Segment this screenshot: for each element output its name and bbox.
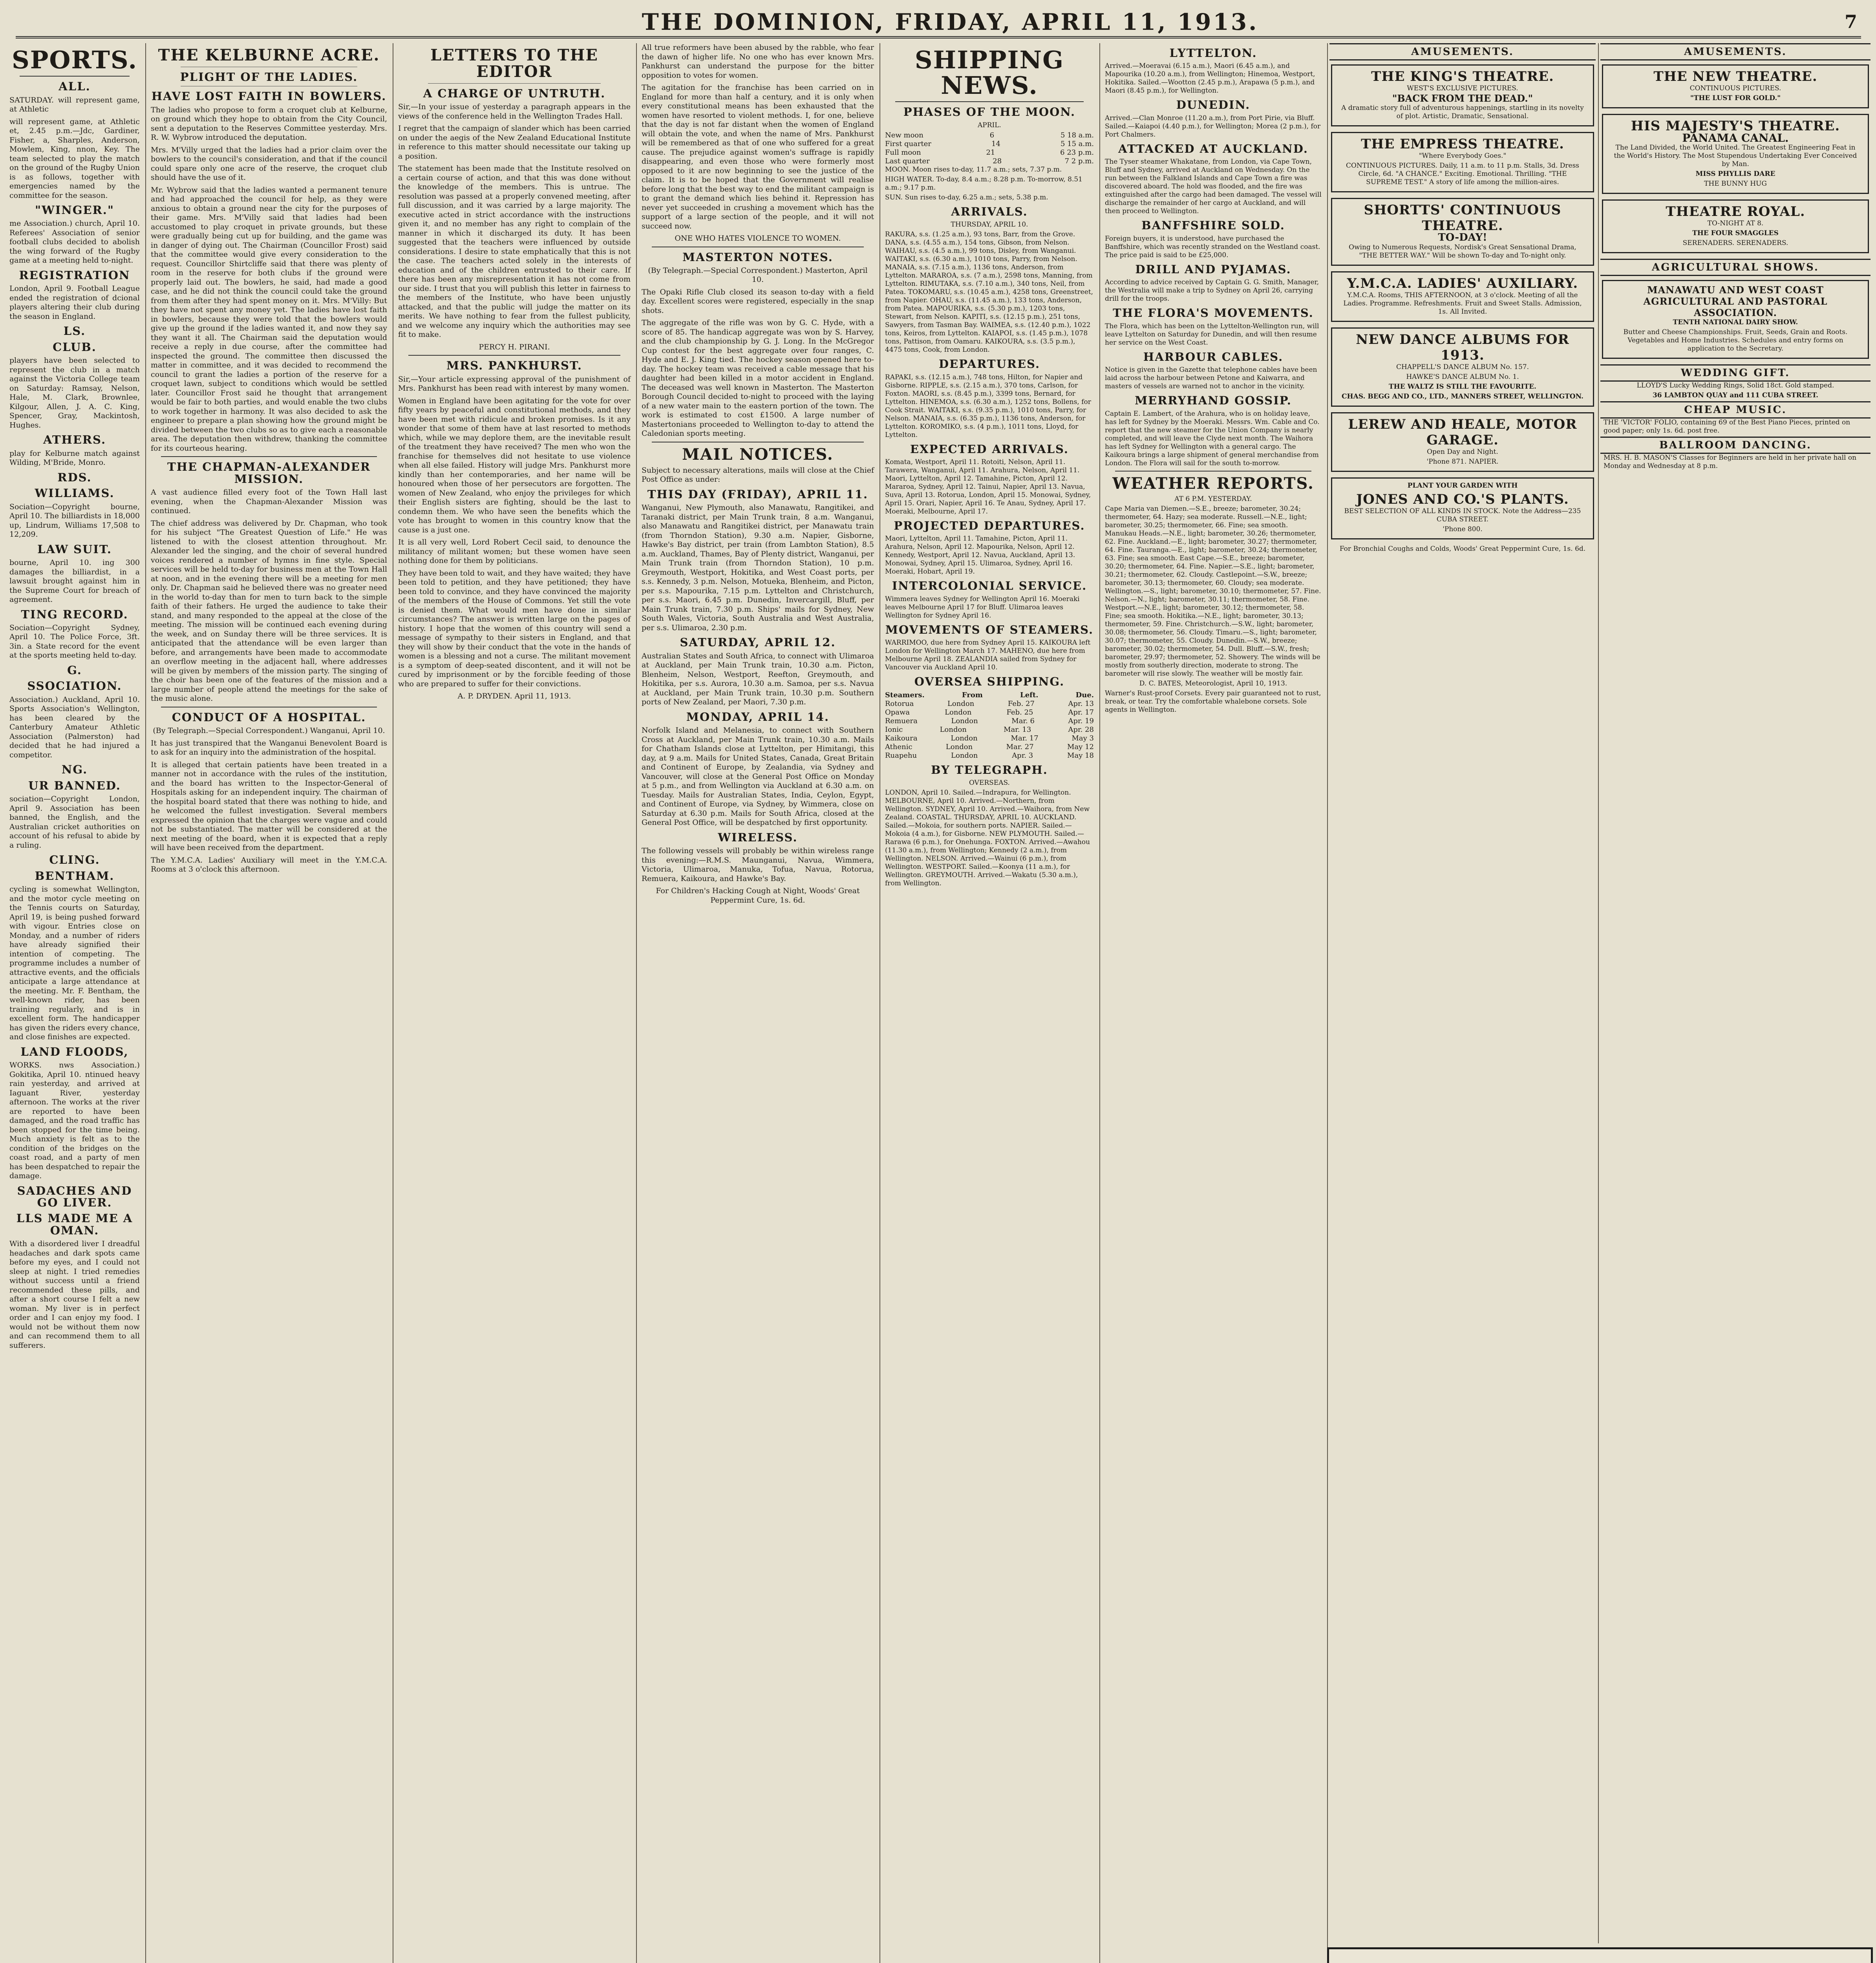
sports-subhead: G. [67, 663, 82, 677]
jones-ad [1331, 477, 1594, 539]
kings-theatre-ad [1331, 64, 1594, 126]
masterton-filler: The aggregate of the rifle was won by G. C. Hyde, with a score of 85. The handicap aggregate was won by S. Harvey, and the club championship by G. J. Long. In the McGregor Cup contest for the best aggregate over four ranges, C. Hyde and E. J. King tied. The hockey season opened here to-day. The hockey team was received a cable message that his daughter had been killed in a motor accident in England. The deceased was well known in Masterton. The Masterton Borough Council decided to-night to proceed with the laying of a new water main to the eastern portion of the town. The work is estimated to cost £1500. A large number of Mastertonians proceeded to Wellington to-day to attend the Caledonian sports meeting. [642, 318, 874, 438]
sports-subhead: REGISTRATION [19, 268, 130, 282]
fifteen-penny-library-ad [1327, 1947, 1873, 1963]
dunedin-filler: Arrived.—Clan Monroe (11.20 a.m.), from Port Pirie, via Bluff. Sailed.—Kaiapoi (4.40 p.m.), for Wellington; Morea (2 p.m.), for Port Chalmers. [1105, 114, 1321, 139]
sun-line: SUN. Sun rises to-day, 6.25 a.m.; sets, 5.38 p.m. [885, 193, 1048, 201]
letters-heading: LETTERS TO THE EDITOR [430, 46, 598, 81]
sports-filler: play for Kelburne match against Wilding, M'Bride, Monro. [9, 449, 140, 467]
lyttelton-heading: LYTTELTON. [1169, 46, 1257, 60]
mail-filler: Norfolk Island and Melanesia, to connect with Southern Cross at Auckland, per Main Trunk train, 10.30 a.m. Mails for Chatham Islands close at Lyttelton, per Himitangi, this day, at 9 a.m. Mails for United States, Canada, Great Britain and Continent of Europe, by Zealandia, via Sydney and Vancouver, will close at the General Post Office on Monday at 5 p.m., and from Wellington via Auckland at 6.30 a.m. on Tuesday. Mails for Australian States, India, Ceylon, Egypt, and Continent of Europe, via Sydney, by Wimmera, close on Saturday at 6.30 p.m. Mails for South Africa, closed at the General Post Office, will be despatched by first opportunity. [642, 726, 874, 827]
phyllis-title: MISS PHYLLIS DARE [1695, 170, 1775, 178]
pankhurst-signature: A. P. DRYDEN. April 11, 1913. [457, 692, 571, 701]
arrivals-date: THURSDAY, APRIL 10. [951, 221, 1028, 229]
new-theatre-ad [1602, 64, 1869, 108]
peppermint-ad: For Children's Hacking Cough at Night, Woods' Great Peppermint Cure, 1s. 6d. [656, 886, 860, 905]
his-majestys-title: HIS MAJESTY'S THEATRE. [1631, 118, 1840, 134]
wireless-filler: The following vessels will probably be within wireless range this evening:—R.M.S. Maunganui, Navua, Wimmera, Victoria, Ulimaroa, Manuka, Tofua, Navua, Rotorua, Remuera, Kaikoura, and Hawke's Bay. [642, 846, 874, 883]
shortts-filler: Owing to Numerous Requests, Nordisk's Great Sensational Drama, "THE BETTER WAY." Will be shown To-day and To-night only. [1349, 243, 1576, 260]
continued-paragraph: All true reformers have been abused by the rabble, who fear the dawn of higher life. No one who has ever known Mrs. Pankhurst can understand the purpose for the bitter opposition to votes for women. [642, 43, 874, 80]
sports-filler: Association.) Auckland, April 10. Sports Association's Wellington, has been cleared by the Canterbury Amateur Athletic Association (Palmerston) had decided that he had injured a competitor. [9, 695, 140, 759]
lyttelton-filler: Arrived.—Moeravai (6.15 a.m.), Maori (6.45 a.m.), and Mapourika (10.20 a.m.), from Wellington; Hinemoa, Westport, Hokitika. Sailed.—Wootton (2.45 p.m.), Arapawa (5 p.m.), and Maori (8.45 p.m.), for Wellington. [1105, 62, 1315, 95]
chapman-paragraph: A vast audience filled every foot of the Town Hall last evening, when the Chapman-Alexander Mission was continued. [151, 488, 387, 515]
sports-subhead: UR BANNED. [28, 779, 121, 792]
kings-sub: WEST'S EXCLUSIVE PICTURES. [1407, 84, 1518, 92]
bunny-hug: THE BUNNY HUG [1704, 180, 1767, 188]
weather-filler: Cape Maria van Diemen.—S.E., breeze; barometer, 30.24; thermometer, 64. Hazy; sea moderate. Russell.—N.E., light; barometer, 30.25; thermometer, 66. Fine; sea smooth. Manukau Heads.—N.E., light; barometer, 30.26; thermometer, 62. Fine. Auckland.—E., light; barometer, 30.27; thermometer, 64. Fine. Tauranga.—E., light; barometer, 30.24; thermometer, 63. Fine; sea smooth. East Cape.—S.E., breeze; barometer, 30.20; thermometer, 64. Fine. Napier.—S.E., light; barometer, 30.21; thermometer, 62. Cloudy. Castlepoint.—S.W., breeze; barometer, 30.13; thermometer, 60. Cloudy; sea moderate. Wellington.—S., light; barometer, 30.10; thermometer, 57. Fine. Nelson.—N., light; barometer, 30.11; thermometer, 58. Fine. Westport.—N.E., light; barometer, 30.12; thermometer, 58. Fine; sea smooth. Hokitika.—N.E., light; barometer, 30.13; thermometer, 59. Fine. Christchurch.—S.W., light; barometer, 30.08; thermometer, 56. Cloudy. Timaru.—S., light; barometer, 30.07; thermometer, 55. Cloudy. Dunedin.—S.W., breeze; barometer, 30.02; thermometer, 54. Dull. Bluff.—S.W., fresh; barometer, 29.97; thermometer, 52. Showery. The winds will be mostly from southerly direction, moderate to strong. The barometer will rise slowly. The weather will be mostly fair. [1105, 504, 1321, 678]
wedding-strip: WEDDING GIFT. [1600, 364, 1871, 382]
oversea-row: Athenic London Mar. 27 May 12 [885, 742, 1094, 751]
sports-filler: will represent game, at Athletic et, 2.45 p.m.—Jdc, Gardiner, Fisher, a, Sharples, Anderson, Mowlem, King, nnon, Key. The team selected to play the match on the ground of the Rugby Union is as follows, together with emergencies named by the committee for the season. [9, 117, 140, 200]
column-amusements-2 [1598, 43, 1873, 1943]
sports-subhead: RDS. [57, 470, 92, 484]
cheap-music-body: THE 'VICTOR' FOLIO, containing 69 of the Best Piano Pieces, printed on good paper; only 1s. 6d. post free. [1604, 419, 1850, 435]
shortts-ad [1331, 198, 1594, 266]
mail-heading: MAIL NOTICES. [682, 445, 834, 464]
kelburne-filler: Mr. Wybrow said that the ladies wanted a permanent tenure and had approached the council for help, as they were anxious to obtain a ground near the city for the purposes of their game. Mrs. M'Villy said that ladies had been accustomed to play croquet in private grounds, but these were gradually being cut up for building, and the game was in danger of dying out. The Chairman (Councillor Frost) said that the committee would give every consideration to the request. Councillor Shirtcliffe said that there was plenty of room in the reserve for both clubs if the ground were properly laid out. The bowlers, he said, had made a good case, and he did not think the council could take the ground from them after they had spent money on it. Mrs. M'Villy: But they have not spent any money yet. The ladies have lost faith in bowlers, because they were told that the bowlers would give up the ground if the ladies wanted it, and now they say they want it all. The Chairman said the deputation would receive a reply in due course, after the committee had inspected the ground. The committee then discussed the matter in committee, and it was decided to recommend the council to grant the ladies a portion of the reserve for a croquet lawn, subject to conditions which would be settled later. Councillor Frost said he thought that arrangement would be fair to both parties, and would enable the two clubs to work together in harmony. It was also decided to ask the engineer to prepare a plan showing how the ground might be divided between the two clubs so as to give each a reasonable area. The deputation then withdrew, thanking the committee for its courteous hearing. [151, 185, 387, 453]
woods-ad: For Bronchial Coughs and Colds, Woods' Great Peppermint Cure, 1s. 6d. [1339, 545, 1586, 553]
high-water-line: HIGH WATER. To-day, 8.4 a.m.; 8.28 p.m. To-morrow, 8.51 a.m.; 9.17 p.m. [885, 175, 1082, 192]
jones-address: BEST SELECTION OF ALL KINDS IN STOCK. Note the Address—235 CUBA STREET. [1344, 507, 1581, 523]
masthead [16, 9, 1861, 38]
banff-heading: BANFFSHIRE SOLD. [1141, 219, 1285, 232]
intercolonial-filler: Wimmera leaves Sydney for Wellington April 16. Moeraki leaves Melbourne April 17 for Bluff. Ulimaroa leaves Wellington for Sydney April 16. [885, 595, 1080, 620]
phase-row: First quarter 14 5 15 a.m. [885, 139, 1094, 148]
auckland-filler: The Tyser steamer Whakatane, from London, via Cape Town, Bluff and Sydney, arrived at Auckland on Wednesday. On the run between the Falkland Islands and Cape Town a fire was discovered aboard. The hold was flooded, and the fire was extinguished after the cargo had been damaged. The vessel will discharge the remainder of her cargo at Auckland, and will then proceed to Wellington. [1105, 158, 1322, 216]
pankhurst-filler: They have been told to wait, and they have waited; they have been told to petition, and they have petitioned; they have been told to convince, and they have convinced the majority of the members of the House of Commons. Yet still the vote is denied them. What would men have done in similar circumstances? The answer is written large on the pages of history. I hope that the women of this country will send a message of sympathy to their sisters in England, and that they will show by their conduct that the vote in the hands of women is a blessing and not a curse. The militant movement is a symptom of deep-seated discontent, and it will not be cured by imprisonment or by the forcible feeding of those who are prepared to suffer for their convictions. [398, 568, 631, 688]
amusements-strip: AMUSEMENTS. [1329, 43, 1596, 60]
moon-line: MOON. Moon rises to-day, 11.7 a.m.; sets, 7.37 p.m. [885, 165, 1062, 174]
sports-filler: London, April 9. Football League ended the registration of dcional players altering their club during the season in England. [9, 284, 140, 321]
oversea-header-row: Steamers. From Left. Due. [885, 691, 1094, 699]
sports-subhead: "WINGER." [35, 203, 114, 217]
ymca-title: Y.M.C.A. LADIES' AUXILIARY. [1347, 276, 1578, 291]
kings-title: THE KING'S THEATRE. [1371, 69, 1554, 84]
column-weather [1099, 43, 1328, 1963]
wedding-address: 36 LAMBTON QUAY and 111 CUBA STREET. [1652, 391, 1819, 399]
waltz-title: THE WALTZ IS STILL THE FAVOURITE. [1389, 383, 1536, 391]
masthead-title: THE DOMINION, FRIDAY, APRIL 11, 1913. [642, 9, 1259, 35]
pankhurst-paragraph: It is all very well, Lord Robert Cecil said, to denounce the militancy of militant women; but these women have seen nothing done for them by politicians. [398, 538, 631, 565]
manawatu-title: MANAWATU AND WEST COAST AGRICULTURAL AND PASTORAL ASSOCIATION. [1643, 284, 1828, 318]
column-kelburne [145, 43, 393, 1963]
ymca-note: The Y.M.C.A. Ladies' Auxiliary will meet in the Y.M.C.A. Rooms at 3 o'clock this afternoon. [151, 855, 387, 874]
new-theatre-show: "THE LUST FOR GOLD." [1690, 94, 1781, 102]
chapman-filler: The chief address was delivered by Dr. Chapman, who took for his subject "The Greatest Question of Life." He was listened to with the closest attention throughout. Mr. Alexander led the singing, and the choir of several hundred voices rendered a number of hymns in fine style. Special services will be held to-day for business men at the Town Hall at noon, and in the evening there will be a meeting for men only. Dr. Chapman said he believed there was no greater need in the world to-day than for men to turn back to the simple faith of their fathers. He urged the audience to take their stand, and many responded to the appeal at the close of the meeting. The mission will be continued each evening during the week, and on Sunday there will be three services. It is anticipated that the attendance will be even larger than before, and arrangements have been made to accommodate an overflow meeting in the adjacent hall, where addresses will be given by members of the mission party. The singing of the choir has been one of the features of the mission and a large number of people attend the meetings for the sake of the music alone. [151, 519, 387, 703]
shortts-title: SHORTTS' CONTINUOUS THEATRE. [1364, 202, 1562, 234]
banff-filler: Foreign buyers, it is understood, have purchased the Banffshire, which was recently stranded on the Westland coast. The price paid is said to be £25,000. [1105, 234, 1320, 259]
lerew-sub: Open Day and Night. [1427, 448, 1498, 456]
kelburne-subheading: PLIGHT OF THE LADIES. [180, 70, 358, 84]
column-sports [4, 43, 146, 1963]
begg-address: CHAS. BEGG AND CO., LTD., MANNERS STREET, WELLINGTON. [1342, 393, 1583, 400]
ymca-ad [1331, 271, 1594, 322]
mail-filler: Wanganui, New Plymouth, also Manawatu, Rangitikei, and Taranaki district, per Main Trunk train, 8 a.m. Wanganui, also Manawatu and Rangitikei district, per Manawatu train (from Thorndon Station), 9.30 a.m. Napier, Gisborne, Hawke's Bay district, per train (from Lambton Station), 8.5 a.m. Auckland, Thames, Bay of Plenty district, Wanganui, per Main Trunk train (from Thorndon Station), 10 p.m. Greymouth, Westport, Hokitika, and West Coast ports, per s.s. Kennedy, 3 p.m. Nelson, Motueka, Blenheim, and Picton, per s.s. Mapourika, 7.15 p.m. Lyttelton and Christchurch, per s.s. Maori, 6.45 p.m. Dunedin, Invercargill, Bluff, per Main Trunk train, 7.30 p.m. Ships' mails for Sydney, New South Wales, Victoria, South Australia and West Australia, per s.s. Ulimaroa, 2.30 p.m. [642, 503, 874, 632]
wireless-heading: WIRELESS. [718, 830, 798, 844]
ballroom-strip: BALLROOM DANCING. [1600, 437, 1871, 454]
sports-filler: WORKS. nws Association.) Gokitika, April 10. ntinued heavy rain yesterday, and arrived at Iaguant River, yesterday afternoon. The works at the river are reported to have been damaged, and the road traffic has been stopped for the time being. Much anxiety is felt as to the condition of the bridges on the coast road, and a party of men has been despatched to repair the damage. [9, 1061, 140, 1181]
telegraph-heading: BY TELEGRAPH. [931, 763, 1048, 777]
sports-filler: cycling is somewhat Wellington, and the motor cycle meeting on the Tennis courts on Saturday, April 19, is being pushed forward with vigour. Entries close on Monday, and a number of riders have already signified their intention of competing. The programme includes a number of attractive events, and the officials anticipate a large attendance at the meeting. Mr. F. Bentham, the well-known rider, has been training regularly, and is in excellent form. The handicapper has given the riders every chance, and close finishes are expected. [9, 885, 140, 1042]
harbour-heading: HARBOUR CABLES. [1143, 350, 1284, 364]
mail-paragraph: Subject to necessary alterations, mails will close at the Chief Post Office as under: [642, 466, 874, 484]
mail-day: MONDAY, APRIL 14. [686, 710, 830, 724]
mail-filler: Australian States and South Africa, to connect with Ulimaroa at Auckland, per Main Trunk train, 10.30 a.m. Picton, Blenheim, Nelson, Westport, Reefton, Greymouth, and Hokitika, per s.s. Aurora, 10.30 a.m. Samoa, per s.s. Navua at Auckland, per Main Trunk train, 10.30 p.m. Southern ports of New Zealand, per Maori, 7.30 p.m. [642, 651, 874, 707]
sports-subhead: LAND FLOODS, [20, 1045, 129, 1058]
pankhurst-paragraph: Sir,—Your article expressing approval of the punishment of Mrs. Pankhurst has been read with interest by many women. [398, 375, 631, 393]
oversea-heading: OVERSEA SHIPPING. [914, 675, 1065, 689]
sports-subhead: LS. [63, 324, 86, 338]
letters-filler: The statement has been made that the Institute resolved on a certain course of action, and that this was done without the knowledge of the members. This is untrue. The resolution was passed at a properly convened meeting, after full discussion, and it was carried by a large majority. The executive acted in strict accordance with the instructions given it, and no member has any right to complain of the manner in which it discharged its duty. It has been suggested that the teachers were influenced by outside considerations. I desire to state emphatically that this is not the case. The teachers acted solely in the interests of education and of the children entrusted to their care. If there has been any misrepresentation it has not come from our side. I trust that you will publish this letter in fairness to the members of the Institute, who have been unjustly attacked, and that the public will judge the matter on its merits. We have nothing to fear from the fullest publicity, and we welcome any inquiry which the authorities may see fit to make. [398, 164, 631, 339]
sports-filler: Sociation—Copyright Sydney, April 10. The Police Force, 3ft. 3in. a State record for the event at the sports meeting held to-day. [9, 623, 140, 660]
masterton-paragraph: The Opaki Rifle Club closed its season to-day with a field day. Excellent scores were registered, especially in the snap shots. [642, 287, 874, 315]
phase-row: Last quarter 28 7 2 p.m. [885, 157, 1094, 165]
empress-ad [1331, 132, 1594, 192]
amusements-strip-2: AMUSEMENTS. [1600, 43, 1871, 60]
royal-sub: TO-NIGHT AT 8. [1707, 219, 1764, 227]
telegraph-filler: LONDON, April 10. Sailed.—Indrapura, for Wellington. MELBOURNE, April 10. Arrived.—Northern, from Wellington. SYDNEY, April 10. Arrived.—Waihora, from New Zealand. COASTAL. THURSDAY, APRIL 10. AUCKLAND. Sailed.—Mokoia, for southern ports. NAPIER. Sailed.—Mokoia (4 a.m.), for Gisborne. NEW PLYMOUTH. Sailed.—Rarawa (6 p.m.), for Onehunga. FOXTON. Arrived.—Awahou (11.30 a.m.), from Wellington; Kennedy (2 a.m.), from Wellington. NELSON. Arrived.—Wainui (6 p.m.), from Wellington. WESTPORT. Sailed.—Koonya (11 a.m.), for Wellington. GREYMOUTH. Arrived.—Wakatu (5.30 a.m.), from Wellington. [885, 789, 1090, 888]
sports-filler: sociation—Copyright London, April 9. Association has been banned, the English, and the Australian cricket authorities on account of his refusal to abide by a ruling. [9, 795, 140, 850]
sports-subhead: CLUB. [53, 340, 97, 354]
departures-heading: DEPARTURES. [938, 357, 1040, 371]
letters-paragraph: Sir,—In your issue of yesterday a paragraph appears in the views of the conference held in the Wellington Trades Hall. [398, 102, 631, 121]
sports-subhead: BENTHAM. [35, 869, 115, 883]
continued-filler: The agitation for the franchise has been carried on in England for more than half a century, and it is only when every constitutional means has been exhausted that the women have resorted to violent methods. I, for one, believe that the day is not far distant when the women of England will obtain the vote, and when the name of Mrs. Pankhurst will be remembered as that of one who suffered for a great cause. The prejudice against women's suffrage is rapidly disappearing, and even those who were formerly most opposed to it are now beginning to see the justice of the claim. It is to be hoped that the Government will realise before long that the best way to end the militant campaign is to grant the demand which lies behind it. Repression has never yet succeeded in crushing a movement which has the support of a large section of the people, and it will not succeed now. [642, 83, 874, 230]
sports-subhead: WILLIAMS. [35, 486, 115, 500]
theatre-royal-ad [1602, 199, 1869, 253]
letters-signature: PERCY H. PIRANI. [479, 342, 550, 351]
plant-heading: PLANT YOUR GARDEN WITH [1407, 482, 1518, 490]
sports-subhead: NG. [61, 763, 88, 777]
royal-title: THEATRE ROYAL. [1666, 204, 1805, 219]
departures-filler: RAPAKI, s.s. (12.15 a.m.), 748 tons, Hilton, for Napier and Gisborne. RIPPLE, s.s. (2.15 a.m.), 370 tons, Carlson, for Foxton. MAORI, s.s. (8.45 p.m.), 3399 tons, Bernard, for Lyttelton. HINEMOA, s.s. (6.30 a.m.), 1252 tons, Bollens, for Cook Strait. WAITAKI, s.s. (9.35 p.m.), 1010 tons, Parry, for Nelson. MANAIA, s.s. (6.35 p.m.), 1136 tons, Anderson, for Lyttelton. KOROMIKO, s.s. (4 p.m.), 1011 tons, Lloyd, for Lyttelton. [885, 373, 1091, 439]
expected-heading: EXPECTED ARRIVALS. [910, 442, 1069, 456]
dance-album-title: NEW DANCE ALBUMS FOR 1913. [1356, 332, 1569, 363]
oversea-row: Kaikoura London Mar. 17 May 3 [885, 734, 1094, 742]
weather-heading: WEATHER REPORTS. [1112, 474, 1314, 493]
sports-subhead: LLS MADE ME A OMAN. [16, 1212, 133, 1237]
pankhurst-heading: MRS. PANKHURST. [446, 359, 582, 373]
projected-filler: Maori, Lyttelton, April 11. Tamahine, Picton, April 11. Arahura, Nelson, April 12. Mapourika, Nelson, April 12. Kennedy, Westport, April 12. Navua, Auckland, April 13. Monowai, Sydney, April 15. Ulimaroa, Sydney, April 16. Moeraki, Hobart, April 19. [885, 535, 1075, 576]
kelburne-paragraph: Mrs. M'Villy urged that the ladies had a prior claim over the bowlers to the council's consideration, and that if the council could spare only one acre of the reserve, the croquet club should have the use of it. [151, 145, 387, 182]
sports-filler: Sociation—Copyright bourne, April 10. The billiardists in 18,000 up, Lindrum, Williams 17,508 to 12,209. [9, 502, 140, 539]
empress-filler: CONTINUOUS PICTURES. Daily, 11 a.m. to 11 p.m. Stalls, 3d. Dress Circle, 6d. "A CHANCE." Exciting. Emotional. Thrilling. "THE SUPREME TEST." A story of life among the million-aires. [1346, 162, 1580, 186]
sports-filler: bourne, April 10. ing 300 damages the billiardist, in a lawsuit brought against him in the Supreme Court for breach of agreement. [9, 558, 140, 604]
empress-show: "Where Everybody Goes." [1419, 152, 1507, 160]
harbour-filler: Notice is given in the Gazette that telephone cables have been laid across the harbour between Petone and Kaiwarra, and masters of vessels are warned not to anchor in the vicinity. [1105, 366, 1317, 391]
shipping-heading: SHIPPING NEWS. [914, 46, 1064, 100]
sports-filler: With a disordered liver I dreadful headaches and dark spots came before my eyes, and I could not sleep at night. I tried remedies without success until a friend recommended these pills, and after a short course I felt a new woman. My liver is in perfect order and I can enjoy my food. I would not be without them now and can recommend them to all sufferers. [9, 1239, 140, 1350]
oversea-row: Ruapehu London Apr. 3 May 18 [885, 751, 1094, 760]
kelburne-subheading-2: HAVE LOST FAITH IN BOWLERS. [151, 90, 387, 103]
royal-show: THE FOUR SMAGGLES [1692, 229, 1779, 237]
ymca-filler: Y.M.C.A. Rooms, THIS AFTERNOON, at 3 o'clock. Meeting of all the Ladies. Programme. Refreshments. Fruit and Sweet Stalls. Admission, 1s. All Invited. [1343, 291, 1582, 316]
sports-subhead: CLING. [49, 853, 100, 867]
sports-heading: SPORTS. [11, 46, 138, 74]
agricultural-strip: AGRICULTURAL SHOWS. [1600, 259, 1871, 276]
movements-heading: MOVEMENTS OF STEAMERS. [885, 623, 1094, 636]
wedding-body: LLOYD'S Lucky Wedding Rings, Solid 18ct. Gold stamped. [1636, 382, 1834, 389]
manawatu-sub: TENTH NATIONAL DAIRY SHOW. [1673, 318, 1798, 326]
his-majestys-ad [1602, 114, 1869, 194]
moon-phases-heading: PHASES OF THE MOON. [903, 105, 1076, 119]
sports-subhead: SSOCIATION. [27, 679, 122, 693]
jones-phone: 'Phone 800. [1443, 525, 1483, 533]
oversea-row: Ionic London Mar. 13 Apr. 28 [885, 725, 1094, 734]
lerew-ad [1331, 412, 1594, 472]
manawatu-filler: Butter and Cheese Championships. Fruit, Seeds, Grain and Roots. Vegetables and Home Industries. Schedules and entry forms on application to the Secretary. [1623, 328, 1848, 353]
manawatu-ad [1602, 280, 1869, 359]
kings-filler: A dramatic story full of adventurous happenings, startling in its novelty of plot. Artistic, Dramatic, Sensational. [1341, 104, 1584, 120]
cheap-music-strip: CHEAP MUSIC. [1600, 401, 1871, 419]
oversea-row: Remuera London Mar. 6 Apr. 19 [885, 716, 1094, 725]
mail-day: THIS DAY (FRIDAY), APRIL 11. [647, 487, 869, 501]
maritime-filler: Captain E. Lambert, of the Arahura, who is on holiday leave, has left for Sydney by the Moeraki. Messrs. Wm. Cable and Co. report that the new steamer for the Union Company is nearly completed, and will leave the Clyde next month. The Waihora has left Sydney for Wellington with a general cargo. The Kaikoura brings a large shipment of general merchandise from London. The Flora will sail for the south to-morrow. [1105, 409, 1320, 467]
sports-filler: players have been selected to represent the club in a match against the Victoria College team on Saturday: Ramsay, Nelson, Hale, M. Clark, Brownlee, Kilgour, Allen, J. A. C. King, Spencer, Gray, Mackintosh, Hughes. [9, 356, 140, 430]
weather-time: AT 6 P.M. YESTERDAY. [1174, 495, 1252, 503]
panama-title: PANAMA CANAL. [1682, 132, 1789, 144]
hospital-filler: It is alleged that certain patients have been treated in a manner not in accordance with the rules of the institution, and the board has written to the Inspector-General of Hospitals asking for an independent inquiry. The chairman of the hospital board stated that there was nothing to hide, and he welcomed the fullest investigation. Several members expressed the opinion that the charges were vague and could not be substantiated. The matter will be considered at the next meeting of the board, when it is expected that a reply will have been received from the department. [151, 760, 387, 852]
projected-heading: PROJECTED DEPARTURES. [894, 519, 1085, 532]
intercolonial-heading: INTERCOLONIAL SERVICE. [892, 579, 1087, 593]
pankhurst-filler: Women in England have been agitating for the vote for over fifty years by peaceful and constitutional methods, and they have been met with ridicule and broken promises. Is it any wonder that some of them have at last resorted to methods which, while we may deplore them, are the inevitable result of the treatment they have received? The men who won the franchise for themselves did not hesitate to use violence when all else failed. History will judge Mrs. Pankhurst more kindly than her contemporaries, and her name will be honoured when those of her persecutors are forgotten. The women of New Zealand, who enjoy the privileges for which their English sisters are fighting, should be the last to condemn them. We who have seen the benefits which the vote has brought to women in this country know that the cause is a just one. [398, 396, 631, 534]
masterton-dateline: (By Telegraph.—Special Correspondent.) Masterton, April 10. [648, 266, 868, 284]
dance-album-ad [1331, 327, 1594, 407]
phase-row: Full moon 21 6 23 p.m. [885, 148, 1094, 157]
hospital-dateline: (By Telegraph.—Special Correspondent.) Wanganui, April 10. [153, 726, 385, 735]
letters-subheading: A CHARGE OF UNTRUTH. [423, 87, 606, 100]
drill-filler: According to advice received by Captain G. G. Smith, Manager, the Westralia will make a trip to Sydney on April 26, carrying drill for the troops. [1105, 278, 1319, 303]
page-number: 7 [1844, 11, 1857, 32]
movements-filler: WARRIMOO, due here from Sydney April 15. KAIKOURA left London for Wellington March 17. MAHENO, due here from Melbourne April 18. ZEALANDIA sailed from Sydney for Vancouver via Auckland April 10. [885, 639, 1091, 672]
hawkes-title: HAWKE'S DANCE ALBUM No. 1. [1406, 373, 1519, 381]
corsets-ad: Warner's Rust-proof Corsets. Every pair guaranteed not to rust, break, or tear. Try the comfortable whalebone corsets. Sole agents in Wellington. [1105, 689, 1321, 714]
serenaders: SERENADERS. SERENADERS. [1682, 239, 1788, 247]
sports-filler: me Association.) church, April 10. Referees' Association of senior football clubs decided to abolish the wing forward of the Rugby game at a meeting held to-night. [9, 219, 140, 265]
empress-title: THE EMPRESS THEATRE. [1361, 136, 1564, 152]
lerew-title: LEREW AND HEALE, MOTOR GARAGE. [1348, 417, 1577, 448]
column-amusements [1327, 43, 1599, 1943]
drill-heading: DRILL AND PYJAMAS. [1135, 262, 1291, 276]
sports-subhead: SADACHES AND GO LIVER. [17, 1184, 132, 1209]
new-theatre-sub: CONTINUOUS PICTURES. [1689, 84, 1781, 92]
shortts-today: TO-DAY! [1438, 232, 1487, 243]
weather-signature: D. C. BATES, Meteorologist, April 10, 1913. [1139, 679, 1287, 687]
jones-title: JONES AND CO.'S PLANTS. [1356, 492, 1569, 507]
chappell-title: CHAPPELL'S DANCE ALBUM No. 157. [1396, 363, 1529, 371]
mail-day: SATURDAY, APRIL 12. [680, 636, 836, 649]
ballroom-body: MRS. H. B. MASON'S Classes for Beginners are held in her private hall on Monday and Wednesday at 8 p.m. [1604, 454, 1857, 470]
column-shipping [879, 43, 1100, 1963]
sports-subhead: ATHERS. [43, 433, 106, 447]
oversea-row: Rotorua London Feb. 27 Apr. 13 [885, 699, 1094, 708]
hospital-paragraph: It has just transpired that the Wanganui Benevolent Board is to ask for an inquiry into the administration of the hospital. [151, 738, 387, 757]
moon-month: APRIL. [978, 121, 1001, 129]
masterton-heading: MASTERTON NOTES. [682, 250, 833, 264]
oversea-row: Opawa London Feb. 25 Apr. 17 [885, 708, 1094, 716]
sports-subhead: ALL. [59, 80, 91, 93]
flora-heading: THE FLORA'S MOVEMENTS. [1113, 306, 1314, 320]
kelburne-paragraph: The ladies who propose to form a croquet club at Kelburne, on ground which they hope to obtain from the City Council, sent a deputation to the Reserves Committee yesterday. Mrs. R. W. Wybrow introduced the deputation. [151, 105, 387, 142]
arrivals-heading: ARRIVALS. [951, 205, 1028, 218]
column-mail-notices [636, 43, 880, 1963]
continued-signature: ONE WHO HATES VIOLENCE TO WOMEN. [675, 234, 841, 243]
expected-filler: Komata, Westport, April 11. Rotoiti, Nelson, April 11. Tarawera, Wanganui, April 11. Arahura, Nelson, April 11. Maori, Lyttelton, April 12. Tamahine, Picton, April 12. Mararoa, Sydney, April 12. Tainui, Napier, April 13. Navua, Suva, April 13. Rotorua, London, April 15. Monowai, Sydney, April 15. Orari, Napier, April 16. Te Anau, Sydney, April 17. Moeraki, Melbourne, April 17. [885, 458, 1091, 515]
kings-show: "BACK FROM THE DEAD." [1392, 93, 1533, 104]
new-theatre-title: THE NEW THEATRE. [1653, 69, 1817, 84]
maritime-heading: MERRYHAND GOSSIP. [1135, 394, 1292, 408]
chapman-heading: THE CHAPMAN-ALEXANDER MISSION. [167, 460, 371, 486]
auckland-heading: ATTACKED AT AUCKLAND. [1118, 142, 1308, 155]
flora-filler: The Flora, which has been on the Lyttelton-Wellington run, will leave Lyttelton on Saturday for Dunedin, and will then resume her service on the West Coast. [1105, 322, 1319, 347]
sports-subhead: TING RECORD. [21, 607, 128, 621]
dunedin-heading: DUNEDIN. [1176, 98, 1251, 112]
kelburne-heading: THE KELBURNE ACRE. [158, 46, 380, 64]
column-letters [393, 43, 637, 1963]
letters-paragraph: I regret that the campaign of slander which has been carried on under the aegis of the New Zealand Educational Institute in reference to this matter should necessitate our taking up a position. [398, 124, 631, 161]
hospital-heading: CONDUCT OF A HOSPITAL. [172, 710, 366, 724]
sports-lead: SATURDAY. will represent game, at Athletic [9, 95, 140, 114]
arrivals-filler: RAKURA, s.s. (1.25 a.m.), 93 tons, Barr, from the Grove. DANA, s.s. (4.55 a.m.), 154 tons, Gibson, from Nelson. WAIHAU, s.s. (4.5 a.m.), 99 tons, Disley, from Wanganui. WAITAKI, s.s. (6.30 a.m.), 1010 tons, Parry, from Nelson. MANAIA, s.s. (7.15 a.m.), 1136 tons, Anderson, from Lyttelton. MARAROA, s.s. (7 a.m.), 2598 tons, Manning, from Lyttelton. RIMUTAKA, s.s. (7.10 a.m.), 340 tons, Neil, from Patea. TOKOMARU, s.s. (10.45 a.m.), 4258 tons, Greenstreet, from Napier. OHAU, s.s. (11.45 a.m.), 133 tons, Anderson, from Patea. MAPOURIKA, s.s. (5.30 p.m.), 1203 tons, Stewart, from Nelson. KAPITI, s.s. (12.15 p.m.), 251 tons, Sawyers, from Tasman Bay. WAIMEA, s.s. (12.40 p.m.), 1022 tons, Keiros, from Lyttelton. KAIAPOI, s.s. (1.45 p.m.), 1078 tons, Pattison, from Oamaru. KAIKOURA, s.s. (3.5 p.m.), 4475 tons, Cook, from London. [885, 230, 1093, 354]
phase-row: New moon 6 5 18 a.m. [885, 131, 1094, 139]
his-majestys-filler: The Land Divided, the World United. The Greatest Engineering Feat in the World's History. The Most Stupendous Undertaking Ever Conceived by Man. [1614, 144, 1857, 168]
lerew-phone: 'Phone 871. NAPIER. [1426, 458, 1499, 466]
sports-subhead: LAW SUIT. [37, 542, 112, 556]
telegraph-sub: OVERSEAS. [969, 779, 1010, 787]
